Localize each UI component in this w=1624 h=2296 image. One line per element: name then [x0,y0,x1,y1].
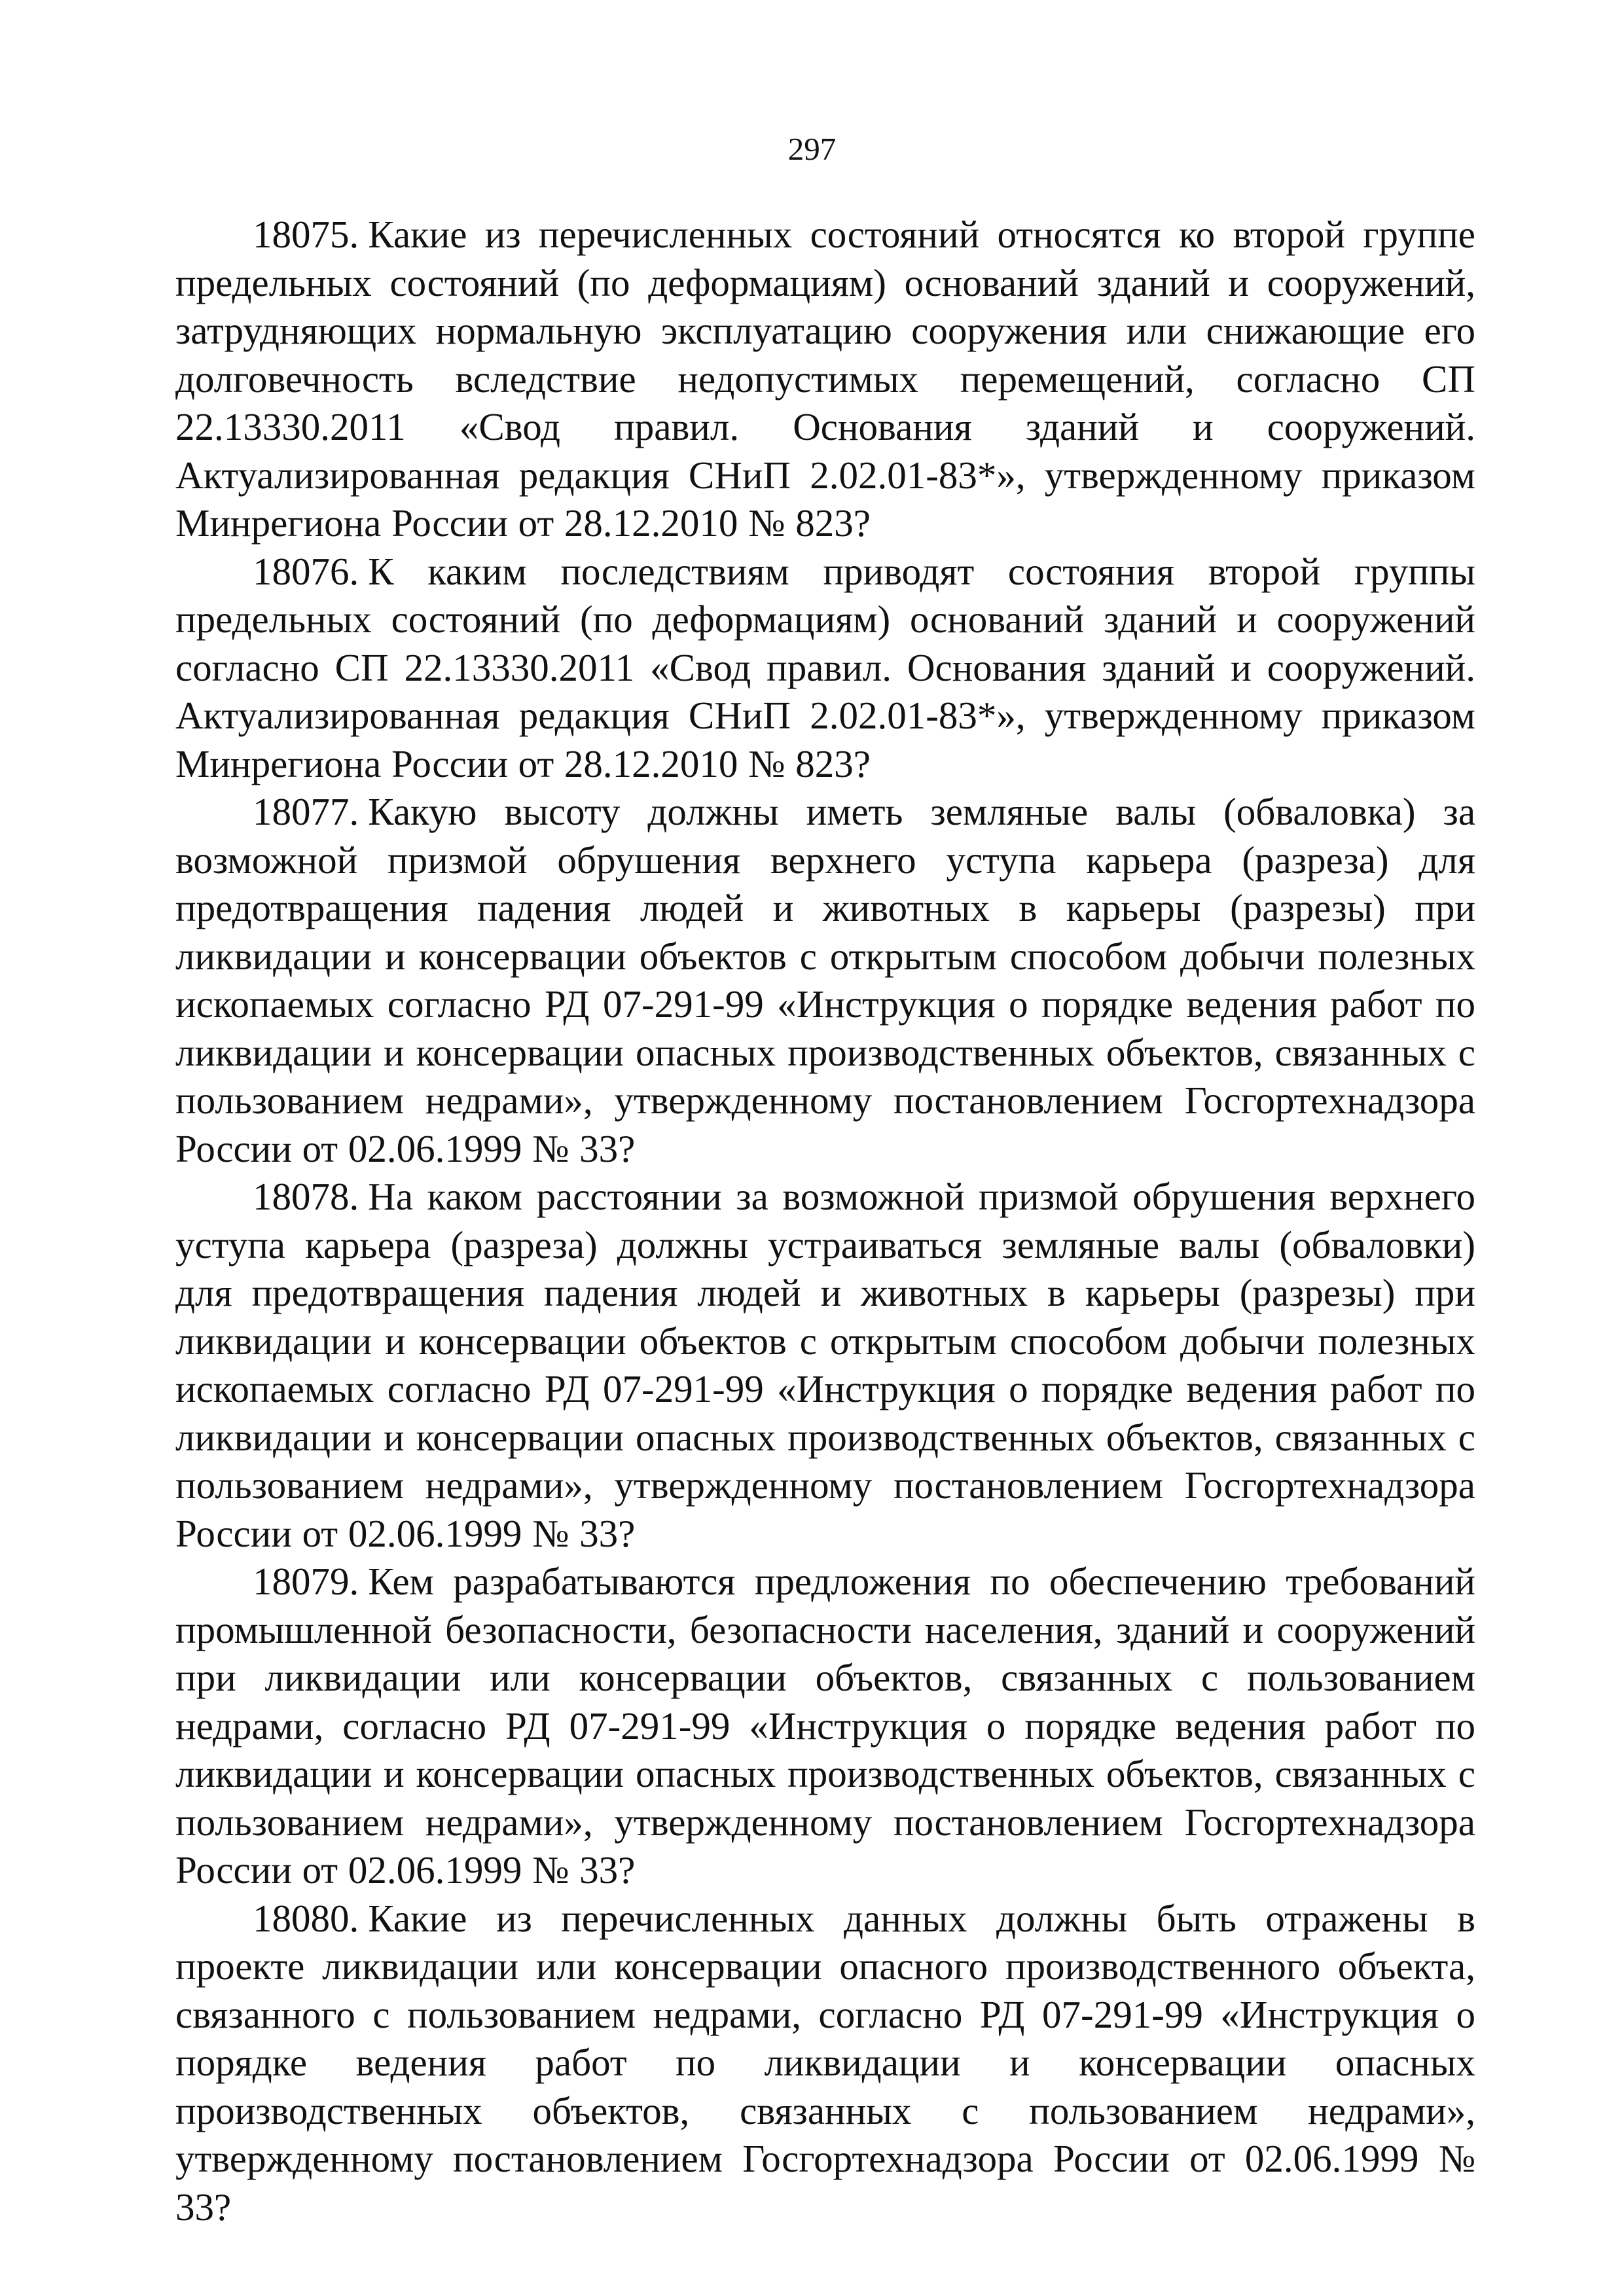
question-number: 18077. [253,790,359,833]
question-text: Кем разрабатываются предложения по обеспечению требований промышленной безопасности, безопасности населения, зданий и сооружений при ликвидации или консервации объектов, связанных с пользованием недрами, согласно РД 07-291-99 «Инструкция о порядке ведения работ по ликвидации и консервации опасных производственных объектов, связанных с пользованием недрами», утвержденному постановлением Госгортехнадзора России от 02.06.1999 № 33? [175,1560,1475,1892]
question-list [175,211,1475,2231]
question-text: Какие из перечисленных состояний относятся ко второй группе предельных состояний (по деформациям) оснований зданий и сооружений, затрудняющих нормальную эксплуатацию сооружения или снижающие его долговечность вследствие недопустимых перемещений, согласно СП 22.13330.2011 «Свод правил. Основания зданий и сооружений. Актуализированная редакция СНиП 2.02.01-83*», утвержденному приказом Минрегиона России от 28.12.2010 № 823? [175,213,1475,545]
question-item [175,1558,1475,1895]
question-item [175,548,1475,789]
question-item [175,788,1475,1173]
question-item [175,1895,1475,2232]
page-number: 297 [787,131,837,167]
question-number: 18075. [253,213,359,256]
question-text: К каким последствиям приводят состояния второй группы предельных состояний (по деформациям) оснований зданий и сооружений согласно СП 22.13330.2011 «Свод правил. Основания зданий и сооружений. Актуализированная редакция СНиП 2.02.01-83*», утвержденному приказом Минрегиона России от 28.12.2010 № 823? [175,549,1475,785]
question-text: Какие из перечисленных данных должны быть отражены в проекте ликвидации или консервации опасного производственного объекта, связанного с пользованием недрами, согласно РД 07-291-99 «Инструкция о порядке ведения работ по ликвидации и консервации опасных производственных объектов, связанных с пользованием недрами», утвержденному постановлением Госгортехнадзора России от 02.06.1999 № 33? [175,1896,1475,2229]
question-text: На каком расстоянии за возможной призмой обрушения верхнего уступа карьера (разреза) должны устраиваться земляные валы (обваловки) для предотвращения падения людей и животных в карьеры (разрезы) при ликвидации и консервации объектов с открытым способом добычи полезных ископаемых согласно РД 07-291-99 «Инструкция о порядке ведения работ по ликвидации и консервации опасных производственных объектов, связанных с пользованием недрами», утвержденному постановлением Госгортехнадзора России от 02.06.1999 № 33? [175,1175,1475,1555]
question-number: 18079. [253,1560,359,1603]
question-number: 18080. [253,1896,359,1940]
question-text: Какую высоту должны иметь земляные валы (обваловка) за возможной призмой обрушения верхнего уступа карьера (разреза) для предотвращения падения людей и животных в карьеры (разрезы) при ликвидации и консервации объектов с открытым способом добычи полезных ископаемых согласно РД 07-291-99 «Инструкция о порядке ведения работ по ликвидации и консервации опасных производственных объектов, связанных с пользованием недрами», утвержденному постановлением Госгортехнадзора России от 02.06.1999 № 33? [175,790,1475,1170]
question-item [175,211,1475,548]
question-item [175,1173,1475,1558]
question-number: 18076. [253,549,359,593]
question-number: 18078. [253,1175,359,1218]
